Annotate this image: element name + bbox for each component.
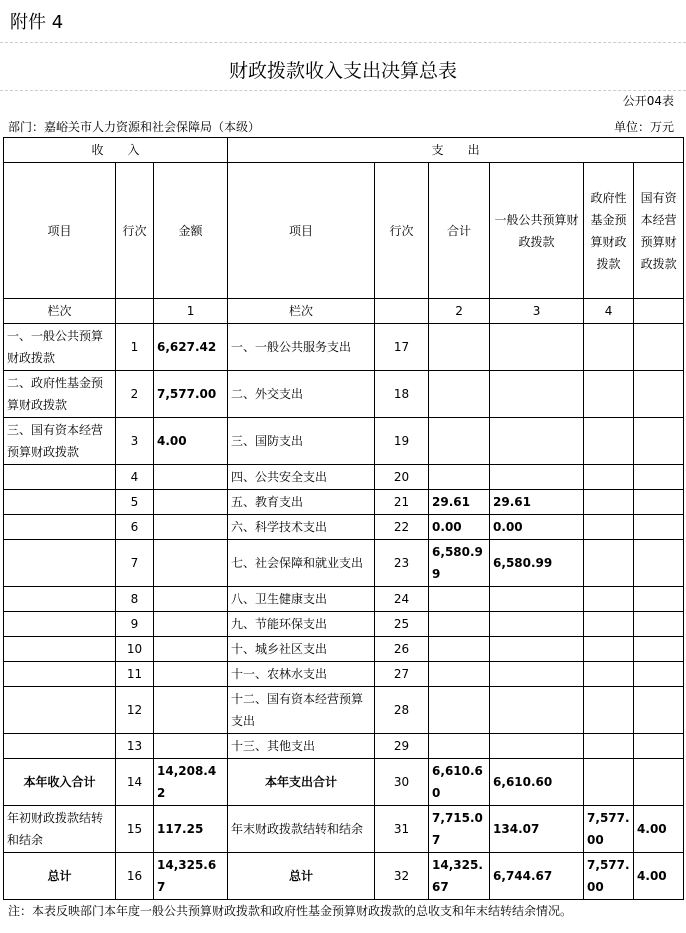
expense-header: 支 出 — [228, 138, 684, 163]
gov-fund-cell — [584, 371, 634, 418]
income-amount-cell — [154, 612, 228, 637]
income-line-cell: 16 — [116, 853, 154, 900]
soe-fund-cell — [634, 371, 684, 418]
expense-line-cell: 24 — [375, 587, 429, 612]
general-budget-cell — [490, 687, 584, 734]
total-cell — [429, 637, 490, 662]
gov-fund-cell — [584, 540, 634, 587]
income-amount-cell — [154, 515, 228, 540]
income-header: 收 入 — [4, 138, 228, 163]
income-amount-cell — [154, 490, 228, 515]
income-line-cell: 6 — [116, 515, 154, 540]
expense-item-cell: 总计 — [228, 853, 375, 900]
table-row — [4, 587, 684, 612]
soe-fund-cell — [634, 515, 684, 540]
total-cell: 7,715.07 — [429, 806, 490, 853]
expense-line-cell: 28 — [375, 687, 429, 734]
income-line-cell: 4 — [116, 465, 154, 490]
general-budget-cell: 29.61 — [490, 490, 584, 515]
col-index-empty — [375, 299, 429, 324]
income-line-cell: 14 — [116, 759, 154, 806]
soe-fund-cell — [634, 418, 684, 465]
table-row — [4, 734, 684, 759]
income-amount-cell — [154, 687, 228, 734]
expense-line-cell: 31 — [375, 806, 429, 853]
expense-item-cell: 八、卫生健康支出 — [228, 587, 375, 612]
income-item-cell — [4, 515, 116, 540]
income-line-cell: 7 — [116, 540, 154, 587]
total-cell — [429, 662, 490, 687]
gov-fund-cell — [584, 324, 634, 371]
gov-fund-cell — [584, 587, 634, 612]
income-line-cell: 1 — [116, 324, 154, 371]
income-amount-cell: 14,208.42 — [154, 759, 228, 806]
income-item-cell: 年初财政拨款结转和结余 — [4, 806, 116, 853]
income-item-cell — [4, 465, 116, 490]
summary-row — [4, 806, 684, 853]
table-row — [4, 324, 684, 371]
expense-item-cell: 一、一般公共服务支出 — [228, 324, 375, 371]
income-amount-cell — [154, 734, 228, 759]
gov-fund-cell: 7,577.00 — [584, 853, 634, 900]
general-budget-cell: 6,580.99 — [490, 540, 584, 587]
table-row — [4, 515, 684, 540]
expense-item-cell: 四、公共安全支出 — [228, 465, 375, 490]
income-amount-cell — [154, 637, 228, 662]
gov-fund-cell — [584, 418, 634, 465]
income-amount-cell: 14,325.67 — [154, 853, 228, 900]
total-cell — [429, 612, 490, 637]
page-title: 财政拨款收入支出决算总表 — [228, 60, 457, 82]
gov-fund-cell — [584, 734, 634, 759]
income-line-cell: 11 — [116, 662, 154, 687]
expense-item-cell: 本年支出合计 — [228, 759, 375, 806]
col-index-empty — [116, 299, 154, 324]
col-index-label: 栏次 — [4, 299, 116, 324]
income-amount-cell — [154, 465, 228, 490]
income-amount-cell — [154, 540, 228, 587]
income-line-cell: 3 — [116, 418, 154, 465]
col-header-exp-item: 项目 — [228, 163, 375, 299]
gov-fund-cell — [584, 662, 634, 687]
income-amount-cell: 6,627.42 — [154, 324, 228, 371]
col-header-soe: 国有资本经营预算财政拨款 — [634, 163, 684, 299]
expense-item-cell: 十、城乡社区支出 — [228, 637, 375, 662]
soe-fund-cell — [634, 662, 684, 687]
income-amount-cell — [154, 587, 228, 612]
soe-fund-cell: 4.00 — [634, 853, 684, 900]
soe-fund-cell — [634, 612, 684, 637]
general-budget-cell — [490, 324, 584, 371]
gov-fund-cell: 7,577.00 — [584, 806, 634, 853]
expense-line-cell: 19 — [375, 418, 429, 465]
expense-item-cell: 年末财政拨款结转和结余 — [228, 806, 375, 853]
soe-fund-cell — [634, 324, 684, 371]
income-item-cell — [4, 734, 116, 759]
expense-item-cell: 十二、国有资本经营预算支出 — [228, 687, 375, 734]
final-accounts-table — [3, 137, 684, 900]
expense-line-cell: 21 — [375, 490, 429, 515]
soe-fund-cell — [634, 637, 684, 662]
income-item-cell: 一、一般公共预算财政拨款 — [4, 324, 116, 371]
income-item-cell — [4, 687, 116, 734]
gov-fund-cell — [584, 465, 634, 490]
table-row — [4, 612, 684, 637]
table-row — [4, 465, 684, 490]
expense-item-cell: 七、社会保障和就业支出 — [228, 540, 375, 587]
income-item-cell — [4, 490, 116, 515]
total-cell — [429, 465, 490, 490]
table-row — [4, 490, 684, 515]
expense-line-cell: 25 — [375, 612, 429, 637]
income-item-cell: 本年收入合计 — [4, 759, 116, 806]
expense-line-cell: 27 — [375, 662, 429, 687]
expense-item-cell: 十三、其他支出 — [228, 734, 375, 759]
soe-fund-cell — [634, 734, 684, 759]
general-budget-cell — [490, 662, 584, 687]
divider — [0, 90, 686, 91]
col-index-1: 1 — [154, 299, 228, 324]
general-budget-cell — [490, 734, 584, 759]
gov-fund-cell — [584, 687, 634, 734]
col-header-exp-line: 行次 — [375, 163, 429, 299]
soe-fund-cell — [634, 587, 684, 612]
total-cell — [429, 587, 490, 612]
table-row — [4, 687, 684, 734]
expense-line-cell: 23 — [375, 540, 429, 587]
general-budget-cell — [490, 637, 584, 662]
total-cell: 6,580.99 — [429, 540, 490, 587]
expense-line-cell: 22 — [375, 515, 429, 540]
gov-fund-cell — [584, 490, 634, 515]
table-code: 公开04表 — [622, 94, 674, 108]
expense-item-cell: 九、节能环保支出 — [228, 612, 375, 637]
gov-fund-cell — [584, 515, 634, 540]
expense-item-cell: 三、国防支出 — [228, 418, 375, 465]
income-item-cell — [4, 587, 116, 612]
gov-fund-cell — [584, 637, 634, 662]
table-row — [4, 662, 684, 687]
income-item-cell — [4, 612, 116, 637]
general-budget-cell: 6,610.60 — [490, 759, 584, 806]
col-header-general: 一般公共预算财政拨款 — [490, 163, 584, 299]
table-row — [4, 371, 684, 418]
soe-fund-cell — [634, 687, 684, 734]
income-amount-cell: 117.25 — [154, 806, 228, 853]
expense-item-cell: 六、科学技术支出 — [228, 515, 375, 540]
total-cell: 29.61 — [429, 490, 490, 515]
income-line-cell: 2 — [116, 371, 154, 418]
table-row — [4, 418, 684, 465]
soe-fund-cell — [634, 465, 684, 490]
income-line-cell: 8 — [116, 587, 154, 612]
general-budget-cell — [490, 465, 584, 490]
expense-line-cell: 17 — [375, 324, 429, 371]
soe-fund-cell — [634, 490, 684, 515]
table-row — [4, 637, 684, 662]
department-label: 部门：嘉峪关市人力资源和社会保障局（本级） — [8, 120, 261, 134]
col-index-2: 2 — [429, 299, 490, 324]
general-budget-cell — [490, 612, 584, 637]
table-row — [4, 540, 684, 587]
col-index-label-2: 栏次 — [228, 299, 375, 324]
total-cell — [429, 324, 490, 371]
income-amount-cell: 4.00 — [154, 418, 228, 465]
total-cell — [429, 687, 490, 734]
expense-item-cell: 五、教育支出 — [228, 490, 375, 515]
col-header-total: 合计 — [429, 163, 490, 299]
income-item-cell — [4, 637, 116, 662]
col-index-4: 4 — [584, 299, 634, 324]
income-amount-cell: 7,577.00 — [154, 371, 228, 418]
summary-row — [4, 853, 684, 900]
soe-fund-cell: 4.00 — [634, 806, 684, 853]
expense-line-cell: 20 — [375, 465, 429, 490]
income-line-cell: 12 — [116, 687, 154, 734]
general-budget-cell — [490, 418, 584, 465]
total-cell — [429, 418, 490, 465]
soe-fund-cell — [634, 759, 684, 806]
expense-line-cell: 26 — [375, 637, 429, 662]
expense-line-cell: 32 — [375, 853, 429, 900]
expense-item-cell: 二、外交支出 — [228, 371, 375, 418]
annex-label: 附件 4 — [10, 12, 64, 33]
income-item-cell: 三、国有资本经营预算财政拨款 — [4, 418, 116, 465]
divider — [0, 42, 686, 43]
col-header-line: 行次 — [116, 163, 154, 299]
col-header-item: 项目 — [4, 163, 116, 299]
general-budget-cell: 0.00 — [490, 515, 584, 540]
expense-line-cell: 29 — [375, 734, 429, 759]
income-amount-cell — [154, 662, 228, 687]
income-item-cell — [4, 540, 116, 587]
gov-fund-cell — [584, 612, 634, 637]
expense-item-cell: 十一、农林水支出 — [228, 662, 375, 687]
income-line-cell: 5 — [116, 490, 154, 515]
general-budget-cell — [490, 371, 584, 418]
col-index-empty — [634, 299, 684, 324]
col-header-amount: 金额 — [154, 163, 228, 299]
income-line-cell: 15 — [116, 806, 154, 853]
general-budget-cell: 134.07 — [490, 806, 584, 853]
income-line-cell: 10 — [116, 637, 154, 662]
expense-line-cell: 30 — [375, 759, 429, 806]
general-budget-cell — [490, 587, 584, 612]
summary-row — [4, 759, 684, 806]
expense-line-cell: 18 — [375, 371, 429, 418]
total-cell — [429, 371, 490, 418]
general-budget-cell: 6,744.67 — [490, 853, 584, 900]
total-cell: 6,610.60 — [429, 759, 490, 806]
total-cell: 14,325.67 — [429, 853, 490, 900]
gov-fund-cell — [584, 759, 634, 806]
income-item-cell — [4, 662, 116, 687]
total-cell: 0.00 — [429, 515, 490, 540]
income-line-cell: 13 — [116, 734, 154, 759]
total-cell — [429, 734, 490, 759]
footnote: 注：本表反映部门本年度一般公共预算财政拨款和政府性基金预算财政拨款的总收支和年末结转结余情况。 — [8, 904, 573, 918]
soe-fund-cell — [634, 540, 684, 587]
income-item-cell: 二、政府性基金预算财政拨款 — [4, 371, 116, 418]
income-line-cell: 9 — [116, 612, 154, 637]
col-header-fund: 政府性基金预算财政拨款 — [584, 163, 634, 299]
income-item-cell: 总计 — [4, 853, 116, 900]
col-index-3: 3 — [490, 299, 584, 324]
unit-label: 单位：万元 — [613, 120, 674, 134]
